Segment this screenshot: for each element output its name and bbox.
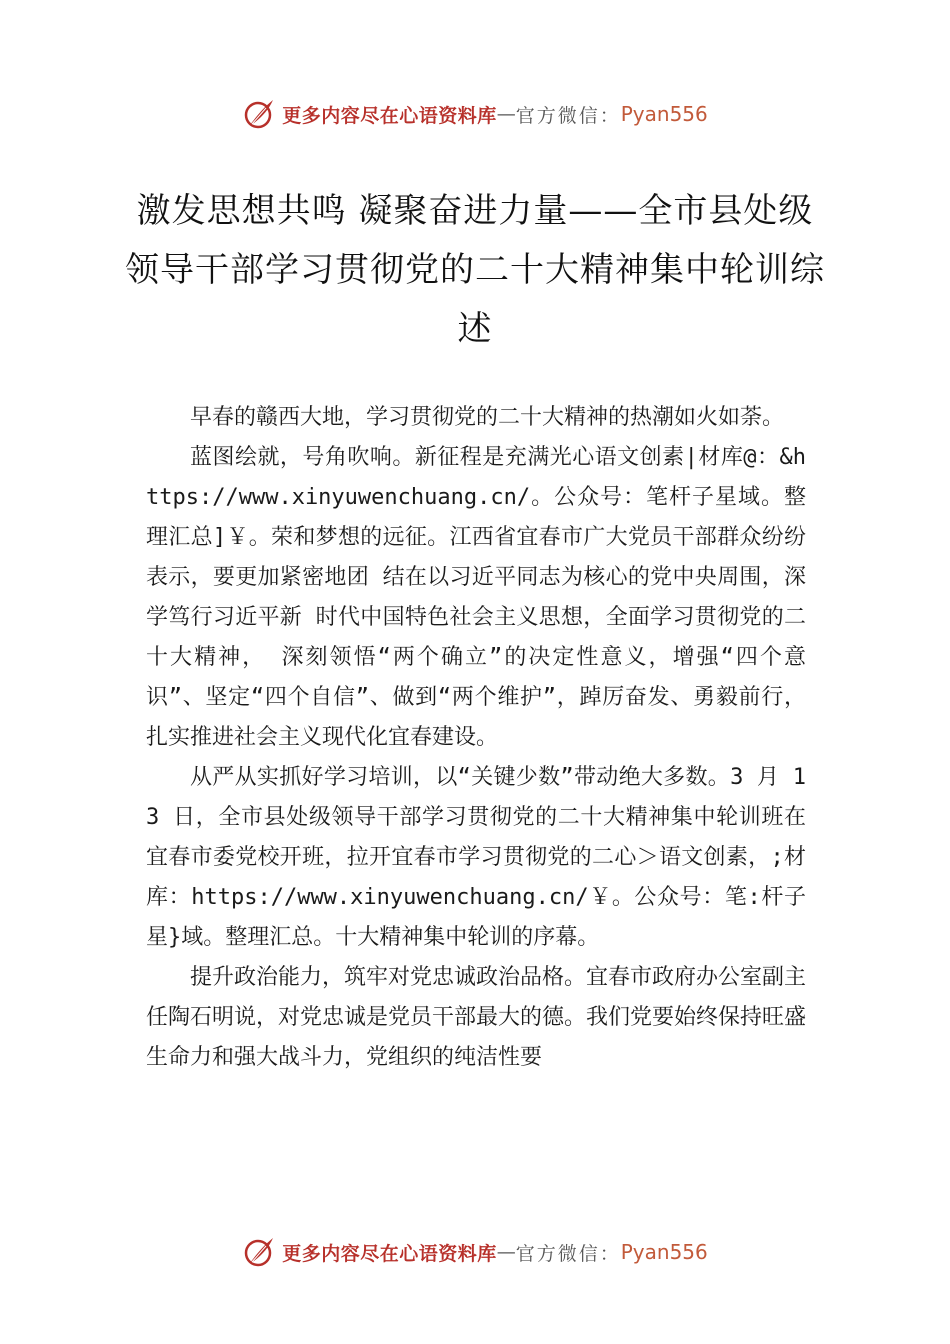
body-paragraph: 蓝图绘就，号角吹响。新征程是充满光心语文创素|材库@：&https://www.xinyuwenchuang.cn/。公众号：笔杆子星域。整理汇总]￥。荣和梦想的远征。江西省宜春市广大党员干部群众纷纷表示，要更加紧密地团 结在以习近平同志为核心的党中央周围，深学笃行习近平新 时代中国特色社会主义思想，全面学习贯彻党的二十大精神， 深刻领悟“两个确立”的决定性意义，增强“四个意识”、坚定“四个自信”、做到“两个维护”，踔厉奋发、勇毅前行，扎实推进社会主义现代化宜春建设。 — [146, 445, 806, 750]
feather-pen-logo-icon — [242, 97, 276, 131]
banner-dash: — — [496, 1241, 516, 1263]
banner-dash: — — [496, 103, 516, 125]
banner-wechat-id: Pyan556 — [620, 1240, 708, 1264]
body-paragraph: 提升政治能力，筑牢对党忠诚政治品格。宜春市政府办公室副主任陶石明说，对党忠诚是党员干部最大的德。我们党要始终保持旺盛生命力和强大战斗力，党组织的纯洁性要 — [146, 965, 807, 1070]
document-title: 激发思想共鸣 凝聚奋进力量——全市县处级领导干部学习贯彻党的二十大精神集中轮训综述 — [125, 191, 825, 349]
body-paragraph: 早春的赣西大地，学习贯彻党的二十大精神的热潮如火如荼。 — [190, 405, 785, 430]
banner-wechat-label: 官方微信： — [515, 104, 621, 127]
banner-brand-text: 更多内容尽在心语资料库 — [282, 104, 497, 127]
body-paragraph: 从严从实抓好学习培训，以“关键少数”带动绝大多数。3 月 13 日，全市县处级领导干部学习贯彻党的二十大精神集中轮训班在宜春市委党校开班，拉开宜春市学习贯彻党的二心＞语文创素，;材库：https://www.xinyuwenchuang.cn/￥。公众号：笔:杆子星}域。整理汇总。十大精神集中轮训的序幕。 — [146, 765, 806, 950]
feather-pen-logo-icon — [242, 1235, 276, 1269]
banner-wechat-id: Pyan556 — [620, 102, 708, 126]
banner-wechat-label: 官方微信： — [515, 1242, 621, 1265]
footer-watermark-banner — [0, 1230, 950, 1274]
banner-brand-text: 更多内容尽在心语资料库 — [282, 1242, 497, 1265]
document-body — [146, 398, 806, 1078]
header-watermark-banner — [0, 92, 950, 136]
